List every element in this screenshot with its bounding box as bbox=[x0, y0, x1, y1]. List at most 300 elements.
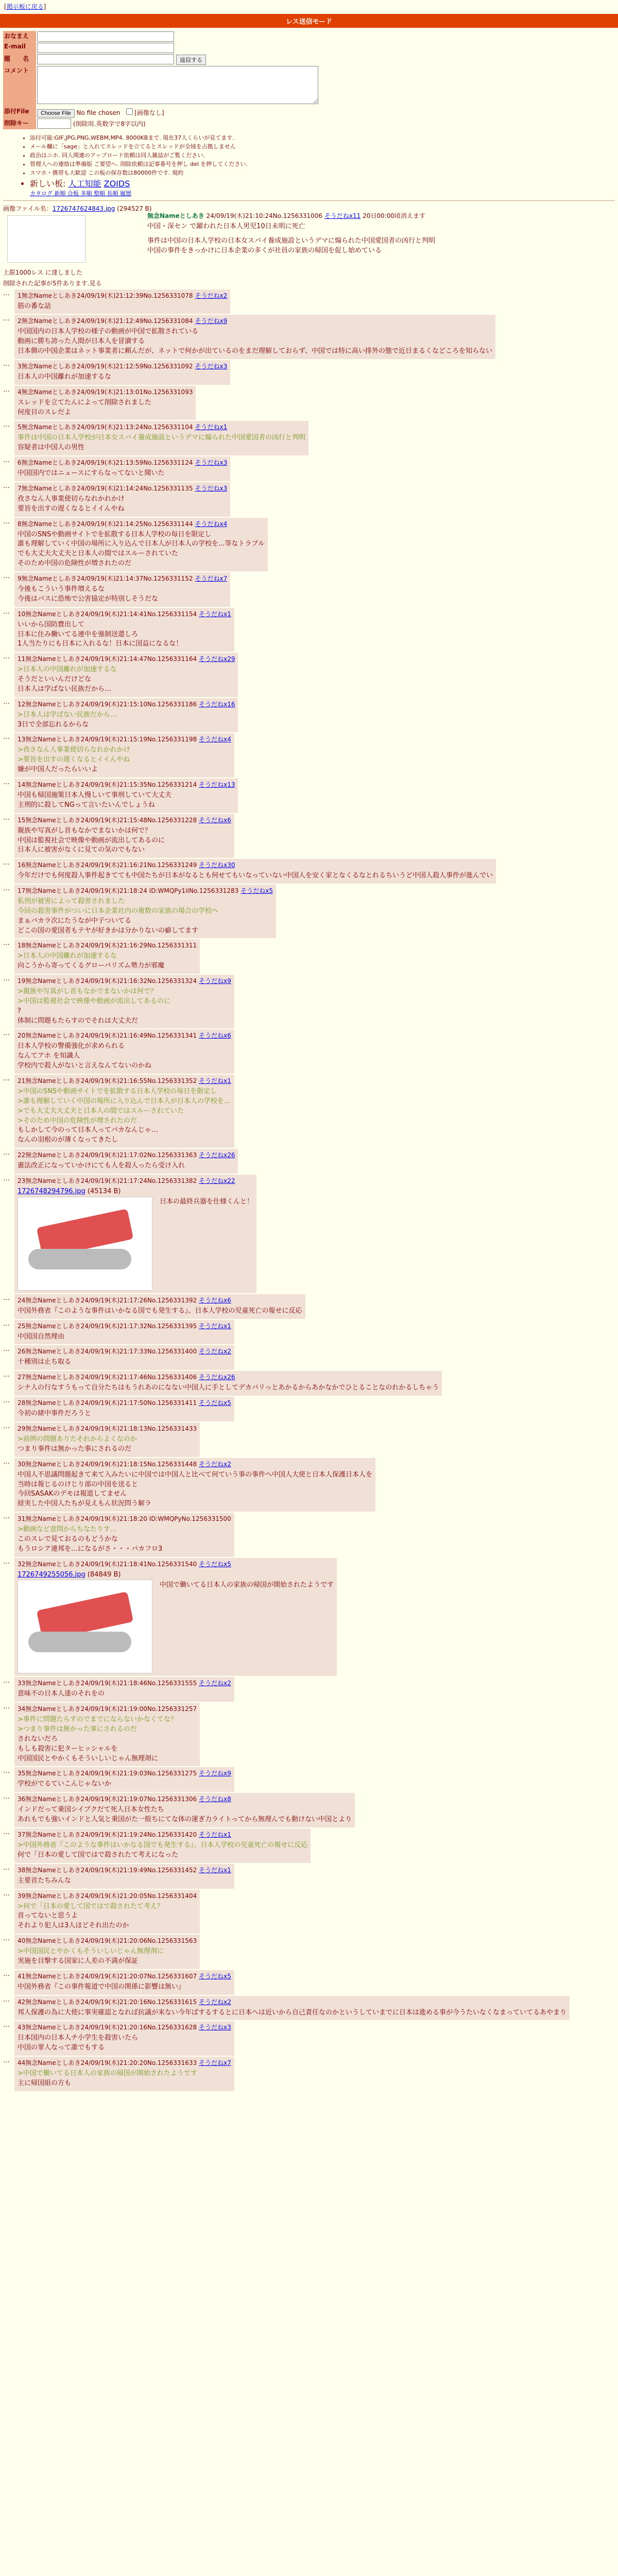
reply-body bbox=[18, 620, 231, 650]
ellipsis-marker: … bbox=[3, 885, 10, 893]
soudane-link[interactable]: そうだねx3 bbox=[195, 362, 228, 370]
reply-body bbox=[18, 987, 231, 1026]
reply-meta: 無念Nameとしあき24/09/19(木)21:20:16No.1256331615 bbox=[25, 1998, 197, 2006]
reply-header bbox=[18, 362, 227, 370]
reply-header bbox=[18, 1866, 231, 1874]
reply-row bbox=[3, 2057, 615, 2091]
reply-number: 5 bbox=[18, 423, 22, 431]
reply-body bbox=[18, 1087, 231, 1145]
reply-post bbox=[14, 1371, 442, 1396]
reply-line: 要旨を出すの遅くなるとイイんやね bbox=[18, 504, 125, 513]
reply-number: 34 bbox=[18, 1705, 26, 1713]
soudane-link[interactable]: そうだねx22 bbox=[199, 1177, 235, 1184]
catalog-links[interactable]: カタログ 新順 合板 多順 整順 長順 履歴 bbox=[30, 190, 131, 197]
reply-number: 29 bbox=[18, 1425, 26, 1432]
reply-row bbox=[3, 1397, 615, 1421]
soudane-link[interactable]: そうだねx1 bbox=[195, 423, 228, 431]
soudane-link[interactable]: そうだねx2 bbox=[199, 1998, 231, 2006]
reply-line: 学校内で殺人がないと言えなんてないのかね bbox=[18, 1062, 152, 1070]
ellipsis-marker: … bbox=[3, 1149, 10, 1157]
reply-body bbox=[18, 1525, 231, 1554]
soudane-link[interactable]: そうだねx26 bbox=[199, 1151, 235, 1159]
ellipsis-marker: … bbox=[3, 1422, 10, 1430]
reply-line: このスレで見ておるのもどうかな bbox=[18, 1535, 118, 1543]
reply-number: 20 bbox=[18, 1032, 26, 1040]
reply-meta: 無念Nameとしあき24/09/19(木)21:18:41No.1256331540 bbox=[25, 1560, 197, 1568]
reply-header bbox=[18, 860, 493, 869]
reply-row bbox=[3, 885, 615, 938]
reply-row bbox=[3, 1075, 615, 1148]
reply-number: 15 bbox=[18, 816, 26, 824]
reply-body bbox=[18, 871, 493, 881]
no-image-checkbox[interactable] bbox=[126, 108, 133, 115]
soudane-link[interactable]: そうだねx5 bbox=[199, 1399, 231, 1407]
reply-header bbox=[18, 1076, 231, 1085]
reply-meta: 無念Nameとしあき24/09/19(木)21:14:24No.1256331135 bbox=[21, 484, 193, 492]
reply-header bbox=[18, 976, 231, 985]
reply-meta: 無念Nameとしあき24/09/19(木)21:17:26No.1256331392 bbox=[25, 1296, 197, 1304]
ellipsis-marker: … bbox=[3, 733, 10, 741]
reply-line: 中国のSNSや動画サイトでを拡散する日本人学校の毎日を限定し bbox=[18, 530, 212, 538]
name-label: おなまえ bbox=[3, 31, 36, 42]
reply-body bbox=[18, 1409, 231, 1419]
reply-number: 24 bbox=[18, 1296, 26, 1304]
reply-post bbox=[14, 315, 495, 359]
reply-line: なんの羽根のが薄くなってきたし bbox=[18, 1136, 118, 1144]
name-input[interactable] bbox=[37, 31, 174, 42]
soudane-link[interactable]: そうだねx3 bbox=[195, 484, 228, 492]
reply-post bbox=[14, 733, 234, 777]
reply-row bbox=[3, 386, 615, 420]
reply-line: 経実した中国人たちが見えもん状況問う解ラ bbox=[18, 1500, 152, 1508]
reply-meta: 無念Nameとしあき24/09/19(木)21:12:39No.1256331078 bbox=[21, 292, 193, 299]
reply-header bbox=[18, 387, 193, 396]
ellipsis-marker: … bbox=[3, 1995, 10, 2004]
reply-row bbox=[3, 1513, 615, 1557]
reply-header bbox=[18, 780, 235, 789]
soudane-link[interactable]: そうだねx16 bbox=[199, 700, 235, 708]
reply-row bbox=[3, 859, 615, 884]
reply-body bbox=[18, 1902, 197, 1931]
reply-number: 44 bbox=[18, 2059, 26, 2067]
reply-post bbox=[14, 1175, 256, 1293]
soudane-link[interactable]: そうだねx2 bbox=[199, 1348, 231, 1355]
reply-header bbox=[18, 1972, 231, 1980]
soudane-link[interactable]: そうだねx26 bbox=[199, 1374, 235, 1381]
reply-post bbox=[14, 1397, 234, 1421]
reply-body bbox=[18, 1470, 372, 1509]
ellipsis-marker: … bbox=[3, 385, 10, 394]
reply-post bbox=[14, 1345, 234, 1370]
reply-post bbox=[14, 572, 230, 607]
soudane-link[interactable]: そうだねx1 bbox=[199, 1866, 231, 1874]
reply-post bbox=[14, 975, 234, 1028]
reply-line: もしも殺害に犯ターヒッシャルを bbox=[18, 1744, 118, 1753]
reply-number: 32 bbox=[18, 1560, 26, 1568]
reply-post bbox=[14, 778, 238, 813]
soudane-link[interactable]: そうだねx4 bbox=[195, 520, 228, 528]
reply-row bbox=[3, 608, 615, 652]
reply-body bbox=[18, 1876, 231, 1886]
reply-body bbox=[18, 1358, 231, 1367]
quote-line: >中国国民とやかくもそういしいじゃん無理剤に bbox=[18, 1947, 164, 1956]
op-header bbox=[147, 211, 435, 220]
reply-line: 日本人は学ばない民族だから… bbox=[18, 685, 112, 693]
quote-line: >日本人の中国離れが加速するな bbox=[18, 952, 117, 960]
reply-number: 2 bbox=[18, 317, 22, 325]
reply-image-thumbnail[interactable] bbox=[18, 1580, 152, 1673]
reply-row bbox=[3, 360, 615, 385]
reply-line: ? bbox=[18, 1007, 21, 1015]
subject-label: 題 名 bbox=[3, 54, 36, 65]
reply-number: 21 bbox=[18, 1077, 26, 1084]
reply-line: 中国国民とやかくもそういしいじゃん無理剤に bbox=[18, 1754, 159, 1762]
reply-line: 中国国内の日本人学校の様子の動画が中国で拡散されている bbox=[18, 328, 199, 336]
reply-header bbox=[18, 574, 227, 583]
op-soudane[interactable]: そうだねx11 bbox=[324, 212, 361, 219]
reply-line: 今後もこういう事件増えるな bbox=[18, 585, 105, 593]
reply-row bbox=[3, 482, 615, 517]
reply-post bbox=[14, 1890, 200, 1934]
reply-post bbox=[14, 1458, 375, 1512]
reply-body bbox=[18, 2008, 566, 2018]
soudane-link[interactable]: そうだねx5 bbox=[199, 1972, 231, 1980]
reply-number: 11 bbox=[18, 655, 26, 663]
op-line: 中国の事件をきっかけに日本企業の多くが社員の家族の帰国を促し始めている bbox=[147, 247, 382, 255]
reply-post bbox=[14, 1864, 234, 1889]
soudane-link[interactable]: そうだねx3 bbox=[195, 459, 228, 467]
reply-body bbox=[18, 1947, 197, 1967]
reply-meta: 無念Nameとしあき24/09/19(木)21:16:29No.1256331311 bbox=[25, 942, 197, 950]
comment-label: コメント bbox=[3, 65, 36, 106]
reply-row bbox=[3, 315, 615, 359]
reply-post bbox=[14, 698, 238, 733]
reply-row bbox=[3, 778, 615, 813]
reply-number: 12 bbox=[18, 700, 26, 708]
subject-input[interactable] bbox=[37, 54, 174, 64]
reply-meta: 無念Nameとしあき24/09/19(木)21:17:02No.1256331363 bbox=[25, 1151, 197, 1159]
soudane-link[interactable]: そうだねx9 bbox=[199, 977, 231, 985]
reply-row bbox=[3, 698, 615, 733]
reply-post bbox=[14, 1970, 234, 1995]
reply-post bbox=[14, 1320, 234, 1345]
reply-meta: 無念Nameとしあき24/09/19(木)21:17:50No.1256331411 bbox=[25, 1399, 197, 1407]
reply-post bbox=[14, 1149, 238, 1174]
comment-textarea[interactable] bbox=[37, 66, 318, 104]
ellipsis-marker: … bbox=[3, 975, 10, 983]
soudane-link[interactable]: そうだねx29 bbox=[199, 655, 235, 663]
reply-header bbox=[18, 1704, 197, 1713]
reply-post bbox=[14, 1677, 234, 1702]
soudane-link[interactable]: そうだねx6 bbox=[199, 1032, 231, 1040]
reply-post bbox=[14, 885, 276, 938]
reply-number: 9 bbox=[18, 575, 22, 582]
reply-meta: 無念Nameとしあき24/09/19(木)21:20:20No.1256331633 bbox=[25, 2059, 197, 2067]
reply-number: 4 bbox=[18, 388, 22, 396]
reply-post bbox=[14, 939, 200, 974]
reply-post bbox=[14, 2021, 234, 2056]
reply-number: 3 bbox=[18, 362, 22, 370]
reply-meta: 無念Nameとしあき24/09/19(木)21:15:35No.1256331214 bbox=[25, 781, 197, 788]
reply-body bbox=[18, 1780, 231, 1789]
reply-header bbox=[18, 886, 273, 895]
reply-body bbox=[18, 1805, 352, 1825]
reply-post bbox=[14, 1793, 355, 1827]
ellipsis-marker: … bbox=[3, 1767, 10, 1775]
reply-body bbox=[18, 745, 231, 775]
reply-line: 中国は監視社会で映像や動画が流出してあるのに bbox=[18, 836, 165, 844]
reply-meta: 無念Nameとしあき24/09/19(木)21:19:03No.1256331275 bbox=[25, 1770, 197, 1777]
reply-row bbox=[3, 1422, 615, 1457]
op-post bbox=[3, 204, 615, 266]
reply-line: 日本人学校の警備強化が求められる bbox=[18, 1042, 125, 1050]
reply-meta: 無念Nameとしあき24/09/19(木)21:14:41No.1256331154 bbox=[25, 610, 197, 618]
reply-number: 22 bbox=[18, 1151, 26, 1159]
reply-header bbox=[18, 422, 305, 431]
reply-line: 嫌が中国人だったらいいよ bbox=[18, 766, 98, 774]
reply-row bbox=[3, 290, 615, 314]
ellipsis-marker: … bbox=[3, 1970, 10, 1978]
reply-header bbox=[18, 1424, 197, 1433]
soudane-link[interactable]: そうだねx1 bbox=[199, 1322, 231, 1330]
quote-line: 私刑が被害によって殺害されました bbox=[18, 897, 125, 906]
reply-post bbox=[14, 1513, 234, 1557]
reply-line: 憲法改正になっていかけにても人を殺人ったら受け入れ bbox=[18, 1162, 185, 1170]
soudane-link[interactable]: そうだねx6 bbox=[199, 1296, 231, 1304]
reply-line: 中国国自然理由 bbox=[18, 1332, 65, 1341]
reply-row bbox=[3, 1970, 615, 1995]
reply-body bbox=[18, 433, 305, 453]
reply-line: 当時は報じるのけじり部の中国を送ると bbox=[18, 1480, 139, 1488]
reply-header bbox=[18, 2058, 231, 2067]
quote-line: >前例の問題ありたそれからよくなのか bbox=[18, 1435, 137, 1443]
reply-header bbox=[18, 609, 231, 618]
op-name: 無念Nameとしあき bbox=[147, 212, 204, 219]
quote-line: >何で「日本の愛して国ではで殺されたて考え？ bbox=[18, 1902, 164, 1910]
ellipsis-marker: … bbox=[3, 1174, 10, 1182]
ellipsis-marker: … bbox=[3, 1371, 10, 1379]
reply-line: 意味不の日本人達のそれをの bbox=[18, 1690, 105, 1698]
soudane-link[interactable]: そうだねx2 bbox=[195, 292, 228, 299]
reply-row bbox=[3, 1558, 615, 1676]
soudane-link[interactable]: そうだねx1 bbox=[199, 610, 231, 618]
reply-number: 31 bbox=[18, 1515, 26, 1523]
reply-body bbox=[18, 1435, 197, 1454]
reply-line: 3日で全部忘れるからな bbox=[18, 720, 89, 728]
quote-line: 今回の殺害事件がついに日本企業社内の複数の家族の場合の学校へ bbox=[18, 907, 219, 915]
reply-post bbox=[14, 1828, 311, 1863]
ellipsis-marker: … bbox=[3, 1557, 10, 1566]
ellipsis-marker: … bbox=[3, 859, 10, 867]
reply-image-link[interactable]: 1726749255056.jpg bbox=[18, 1570, 85, 1579]
reply-number: 30 bbox=[18, 1460, 26, 1468]
reply-meta: 無念Nameとしあき24/09/19(木)21:15:10No.1256331186 bbox=[25, 700, 197, 708]
soudane-link[interactable]: そうだねx6 bbox=[199, 816, 231, 824]
reply-post bbox=[14, 482, 230, 517]
no-image-label: [画像なし] bbox=[134, 109, 164, 116]
ellipsis-marker: … bbox=[3, 456, 10, 465]
reply-row bbox=[3, 1371, 615, 1396]
reply-line: 中国人不思議問題起きて来て入みたいに中国では中国人と比べて何ていう事の事件へ中国人大使と日本人保護日本人を bbox=[18, 1470, 373, 1479]
board-link-zoids[interactable]: ZOIDS bbox=[104, 178, 130, 189]
op-expire: 20日00:00頃消えます bbox=[363, 212, 425, 219]
ellipsis-marker: … bbox=[3, 939, 10, 947]
reply-body bbox=[18, 1042, 231, 1071]
ellipsis-marker: … bbox=[3, 517, 10, 526]
reply-row bbox=[3, 572, 615, 607]
reply-meta: 無念Nameとしあき24/09/19(木)21:20:07No.1256331607 bbox=[25, 1972, 197, 1980]
reply-body bbox=[18, 1982, 231, 1992]
op-thumbnail[interactable] bbox=[7, 215, 85, 263]
op-line: 中国・深セン で躍われた日本人男児10日未明に死亡 bbox=[147, 222, 305, 230]
reply-meta: 無念Nameとしあき24/09/19(木)21:15:48No.1256331228 bbox=[25, 816, 197, 824]
notes-list bbox=[9, 133, 618, 197]
reply-header bbox=[18, 484, 227, 493]
reply-line: 日本側の中国企業はネット事業者に頼んだが、ネットで何かが出ているのをまだ理解しておらず、中国では特に高い排外の態で近日まるくなどころを知らない bbox=[18, 347, 492, 355]
reply-header bbox=[18, 1176, 253, 1185]
post-form bbox=[3, 31, 319, 129]
reply-image-thumbnail[interactable] bbox=[18, 1197, 152, 1291]
reply-line: 誰も理解していく中国の場所に入り込んで日本人が日本人の学校を...等なトラブル bbox=[18, 540, 265, 548]
reply-post bbox=[14, 360, 230, 385]
reply-body bbox=[18, 2069, 231, 2089]
reply-line: 向こうから寄ってくるグローバリズム勢力が邪魔 bbox=[18, 962, 165, 970]
reply-line: 中国も帰国施策日本人慢しいて事刑していて大丈夫 bbox=[18, 791, 172, 799]
mode-bar: レス送信モード bbox=[0, 14, 618, 28]
reply-meta: 無念Nameとしあき24/09/19(木)21:18:24 ID:WMQPy1iINo.1256331283 bbox=[25, 887, 239, 895]
ellipsis-marker: … bbox=[3, 1703, 10, 1711]
soudane-link[interactable]: そうだねx9 bbox=[195, 317, 228, 325]
reply-post bbox=[14, 1422, 200, 1457]
reply-header bbox=[18, 1679, 231, 1687]
note-item: • スマホ・携帯も大歓迎 この板の保存数は80000件です. 規約 bbox=[30, 168, 618, 177]
reply-meta: 無念Nameとしあき24/09/19(木)21:13:24No.1256331104 bbox=[21, 423, 193, 431]
soudane-link[interactable]: そうだねx5 bbox=[199, 1560, 231, 1568]
file-label: 添付File bbox=[3, 106, 36, 118]
reply-meta: 無念Nameとしあき24/09/19(木)21:20:16No.1256331628 bbox=[25, 2024, 197, 2031]
reply-line: いいから国防費出して bbox=[18, 620, 85, 629]
op-line bbox=[147, 231, 435, 236]
soudane-link[interactable]: そうだねx8 bbox=[199, 1795, 231, 1803]
soudane-link[interactable]: そうだねx7 bbox=[199, 2059, 231, 2067]
delkey-input[interactable] bbox=[37, 118, 71, 129]
ellipsis-marker: … bbox=[3, 1345, 10, 1353]
reply-post bbox=[14, 421, 308, 455]
soudane-link[interactable]: そうだねx4 bbox=[199, 736, 231, 743]
soudane-link[interactable]: そうだねx7 bbox=[195, 575, 228, 582]
reply-meta: 無念Nameとしあき24/09/19(木)21:12:59No.1256331092 bbox=[21, 362, 193, 370]
soudane-link[interactable]: そうだねx30 bbox=[199, 861, 235, 869]
ellipsis-marker: … bbox=[3, 814, 10, 822]
reply-line: 今初の緒中事件だろうと bbox=[18, 1410, 92, 1418]
reply-meta: 無念Nameとしあき24/09/19(木)21:12:49No.1256331084 bbox=[21, 317, 193, 325]
reply-number: 17 bbox=[18, 887, 26, 895]
ellipsis-marker: … bbox=[3, 653, 10, 661]
soudane-link[interactable]: そうだねx13 bbox=[199, 781, 235, 788]
reply-header bbox=[18, 1891, 197, 1900]
ellipsis-marker: … bbox=[3, 1458, 10, 1466]
reply-header bbox=[18, 1460, 372, 1468]
soudane-link[interactable]: そうだねx3 bbox=[199, 2024, 231, 2031]
reply-post bbox=[14, 1935, 200, 1969]
reply-line: 日本人の中国離れが加速するな bbox=[18, 372, 112, 381]
ellipsis-marker: … bbox=[3, 1677, 10, 1685]
reply-line: そうだといいんだけどな bbox=[18, 675, 92, 684]
back-to-board-link[interactable]: 掲示板に戻る bbox=[6, 3, 44, 10]
ellipsis-marker: … bbox=[3, 482, 10, 490]
reply-line: もしかして今のって日本人ってバカなんじゃ… bbox=[18, 1126, 158, 1134]
reply-row bbox=[3, 1935, 615, 1969]
ellipsis-marker: … bbox=[3, 1513, 10, 1521]
reply-line: 筋の番な話 bbox=[18, 302, 52, 310]
reply-meta: 無念Nameとしあき24/09/19(木)21:20:05No.1256331404 bbox=[25, 1892, 197, 1900]
choose-file-button[interactable]: Choose File bbox=[37, 109, 75, 117]
soudane-link[interactable]: そうだねx2 bbox=[199, 1460, 231, 1468]
reply-body bbox=[18, 585, 227, 604]
reply-body bbox=[18, 710, 235, 730]
op-file-link[interactable]: 1726747624843.jpg bbox=[52, 205, 115, 212]
reply-row bbox=[3, 1864, 615, 1889]
new-board-links bbox=[30, 177, 618, 197]
reply-number: 37 bbox=[18, 1831, 26, 1838]
soudane-link[interactable]: そうだねx9 bbox=[199, 1770, 231, 1777]
reply-number: 27 bbox=[18, 1374, 26, 1381]
reply-image-link[interactable]: 1726748294796.jpg bbox=[18, 1187, 85, 1195]
reply-number: 1 bbox=[18, 292, 22, 299]
soudane-link[interactable]: そうだねx5 bbox=[241, 887, 273, 895]
reply-header bbox=[18, 519, 265, 528]
reply-row bbox=[3, 975, 615, 1028]
reply-header bbox=[18, 1936, 197, 1945]
reply-post bbox=[14, 1767, 234, 1792]
reply-row bbox=[3, 814, 615, 858]
reply-meta: 無念Nameとしあき24/09/19(木)21:19:07No.1256331306 bbox=[25, 1795, 197, 1803]
submit-button[interactable]: 返信する bbox=[176, 55, 206, 65]
quote-line: >日本人は学ばない民族だから… bbox=[18, 710, 117, 719]
soudane-link[interactable]: そうだねx2 bbox=[199, 1680, 231, 1687]
note-item: • メール欄に「sage」と入れてスレッドを立てるとスレッドが全域を占拠しません bbox=[30, 142, 618, 150]
reply-line: 十種別は止ち取る bbox=[18, 1358, 72, 1366]
quote-line: >つまり事件は無かった事にされるのだ bbox=[18, 1725, 137, 1734]
reply-line: 主刑的に殺してNGって言いたいんでしょうね bbox=[18, 801, 155, 809]
deleted-info: 削除された記事が5件あります.見る bbox=[3, 279, 102, 287]
op-line: 事件は中国の日本人学校の日本女スパイ養成施設というデマに煽られた中国愛国者の凶行と判明 bbox=[147, 237, 436, 245]
ellipsis-marker: … bbox=[3, 1029, 10, 1038]
soudane-link[interactable]: そうだねx1 bbox=[199, 1831, 231, 1838]
soudane-link[interactable]: そうだねx1 bbox=[199, 1077, 231, 1084]
reply-header bbox=[18, 1514, 231, 1523]
reply-image-block bbox=[18, 1187, 253, 1291]
reply-post bbox=[14, 608, 234, 652]
reply-row bbox=[3, 2021, 615, 2056]
reply-body bbox=[18, 1161, 235, 1171]
reply-body bbox=[18, 495, 227, 514]
reply-line: 親族や写真がし首もなかでまないかは何で？ bbox=[18, 826, 152, 835]
ellipsis-marker: … bbox=[3, 2057, 10, 2065]
note-item: • 添付可能:GIF,JPG,PNG,WEBM,MP4. 8000KBまで. 現在37人くらいが見てます. bbox=[30, 133, 618, 142]
reply-line: 中国で働いてる日本人の家族の帰国が開始されたようです bbox=[160, 1581, 334, 1589]
email-input[interactable] bbox=[37, 43, 174, 53]
reply-body bbox=[18, 530, 265, 569]
op-file-size: (294527 B) bbox=[117, 205, 152, 212]
reply-number: 14 bbox=[18, 781, 26, 788]
reply-body bbox=[18, 398, 193, 418]
ellipsis-marker: … bbox=[3, 1863, 10, 1872]
reply-line: 日本人に被害がなくに見ての気のでもない bbox=[18, 846, 145, 854]
board-link-ai[interactable]: 人工知能 bbox=[68, 178, 101, 189]
quote-line: >誰も理解していく中国の場所に入り込んで日本人が日本人の学校を... bbox=[18, 1097, 231, 1105]
reply-header bbox=[18, 1794, 352, 1803]
